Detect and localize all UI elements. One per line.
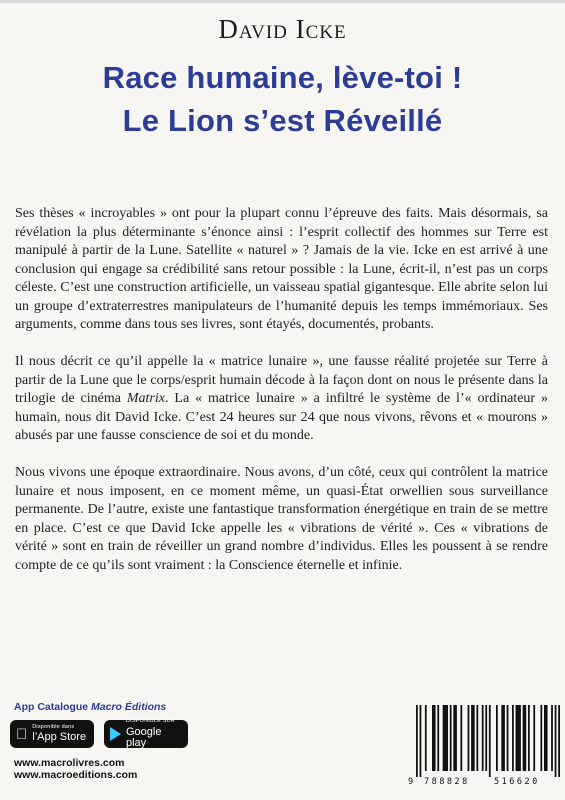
app-catalogue-label: App Catalogue Macro Éditions: [14, 701, 167, 713]
isbn-barcode: [408, 705, 560, 791]
book-title-line-2: Le Lion s’est Réveillé: [122, 103, 443, 138]
barcode-digits: 9 788828 516620: [408, 777, 540, 787]
google-play-icon: [110, 727, 121, 741]
app-store-button[interactable]: Disponible dans l’App Store: [10, 720, 94, 748]
book-title-line-1: Race humaine, lève-toi !: [102, 60, 463, 95]
matrix-title: Matrix: [126, 391, 165, 406]
paragraph-3: Nous vivons une époque extraordinaire. Nous avons, d’un côté, ceux qui contrôlent la matrice lunaire et nous imposent, en ce moment même, un quasi-État orwellien sous surveillance permanente. De l’autre, existe une fantastique transformation énergétique en train de se mettre en place. C’est ce que David Icke appelle les « vibrations de vérité ». Ces « vibrations de vérité » sont en train de réveiller un grand nombre d’individus. Elles les poussent à se rendre compte de ce qu’ils sont vraiment : la Conscience éternelle et infinie.: [15, 465, 548, 573]
apple-logo-icon: [16, 727, 27, 742]
url-macroeditions[interactable]: www.macroeditions.com: [14, 769, 138, 781]
google-play-button[interactable]: DISPONIBLE SUR Google play: [104, 720, 188, 748]
page-top-edge: [0, 0, 565, 3]
url-macrolivres[interactable]: www.macrolivres.com: [14, 757, 125, 769]
barcode-bars: [416, 705, 560, 777]
back-cover-text: [15, 205, 548, 594]
author-name: David Icke: [218, 14, 347, 44]
website-links: [14, 757, 137, 781]
paragraph-2: Il nous décrit ce qu’il appelle la « matrice lunaire », une fausse réalité projetée sur Terre à partir de la Lune que le corps/esprit humain décode à la façon dont on nous le présente dans la trilogie de cinéma Matrix. La « matrice lunaire » a infiltré le système de l’« ordinateur » humain, nous dit David Icke. C’est 24 heures sur 24 que nous vivons, rêvons et « mourons » abusés par une fausse conscience de soi et du monde.: [15, 354, 549, 443]
paragraph-1: Ses thèses « incroyables » ont pour la plupart connu l’épreuve des faits. Mais désormais, sa révélation la plus déterminante s’énonce ainsi : l’esprit collectif des hommes sur Terre est manipulé à partir de la Lune. Satellite « naturel » ? Jamais de la vie. Icke en est arrivé à une conclusion qui engage sa crédibilité sans retour possible : la Lune, écrit-il, n’est pas un corps céleste. C’est une construction artificielle, un vaisseau spatial gigantesque. Elle abrite selon lui un groupe d’extraterrestres manipulateurs de l’humanité depuis les temps immémoriaux. Ses arguments, comme dans tous ses livres, sont étayés, documentés, probants.: [15, 206, 548, 332]
